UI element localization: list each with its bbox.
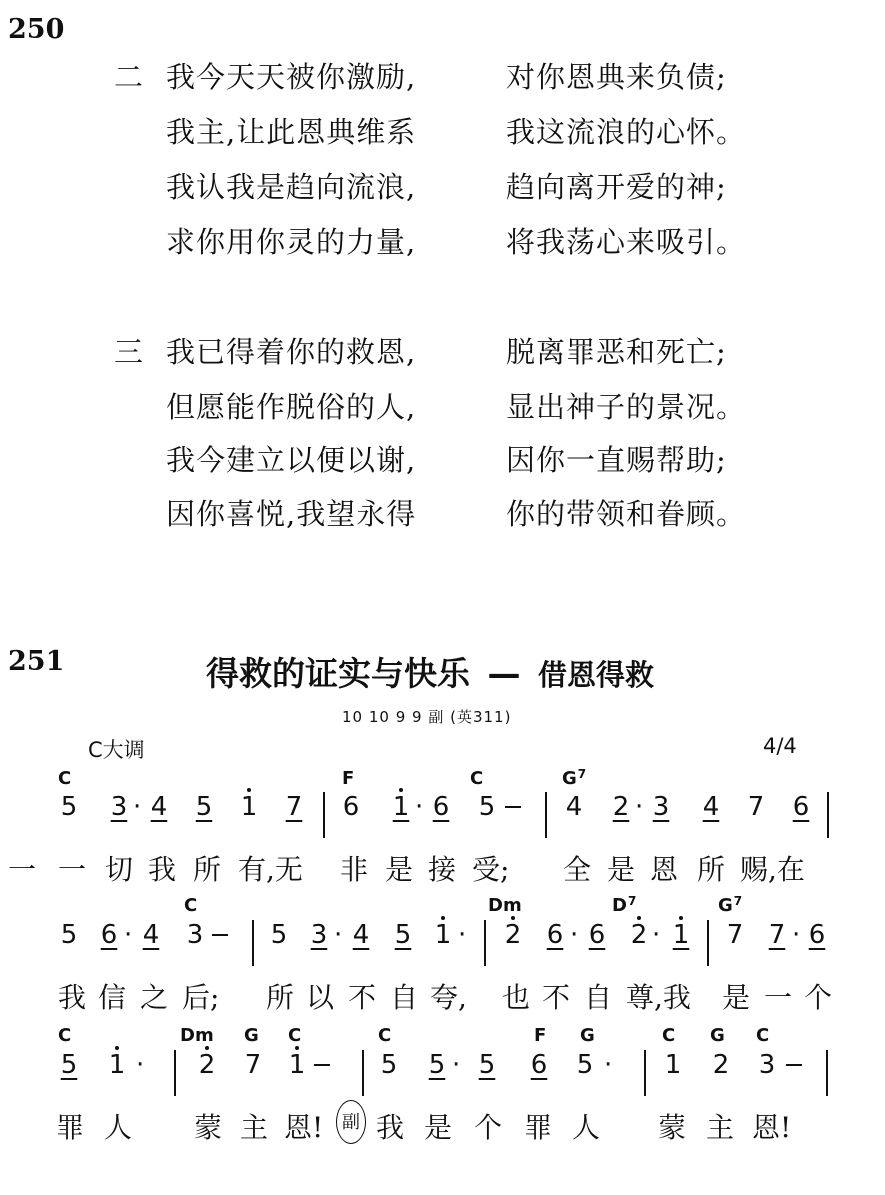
lyric-syllable: 一 (8, 853, 37, 886)
barline (826, 1050, 828, 1096)
lyric-syllable: 恩! (752, 1111, 792, 1144)
lyric-syllable: 蒙 (194, 1111, 223, 1144)
lyric-syllable: 个 (474, 1111, 503, 1144)
note: 7 (244, 1050, 262, 1080)
note: 2 (504, 920, 522, 950)
note: 6 (588, 920, 606, 950)
refrain-mark: 副 (336, 1100, 366, 1144)
augmentation-dot: · (458, 920, 467, 950)
lyric-syllable: 我 (148, 853, 177, 886)
note: 7 (747, 792, 765, 822)
verse-line: 我主,让此恩典维系 (166, 115, 417, 149)
high-octave-dot (679, 916, 683, 920)
note: 1 (664, 1050, 682, 1080)
note: 3 (186, 920, 204, 950)
lyric-syllable: 也 (502, 981, 531, 1014)
lyric-syllable: 自 (390, 981, 419, 1014)
note: 6 (792, 792, 810, 822)
verse-label: 三 (114, 335, 144, 369)
note: 5 (428, 1050, 446, 1080)
sustain-dash (212, 934, 228, 936)
key-signature: C大调 (88, 738, 145, 762)
note: 4 (565, 792, 583, 822)
lyric-syllable: 主 (706, 1111, 735, 1144)
verse-line: 但愿能作脱俗的人, (166, 390, 417, 424)
chord-symbol: G (580, 1025, 595, 1046)
lyric-syllable: 自 (584, 981, 613, 1014)
note: 7 (726, 920, 744, 950)
verse-line: 趋向离开爱的神; (506, 170, 727, 204)
verse-line: 我今天天被你激励, (166, 60, 417, 94)
hymn-title (206, 648, 654, 695)
note: 1 (240, 792, 258, 822)
note: 5 (60, 792, 78, 822)
hymn-number: 251 (8, 646, 65, 677)
note: 5 (380, 1050, 398, 1080)
lyric-syllable: 人 (572, 1111, 601, 1144)
lyric-syllable: 受; (472, 853, 510, 886)
chord-symbol: G (244, 1025, 259, 1046)
lyric-syllable: 所 (266, 981, 295, 1014)
lyric-syllable: 尊,我 (626, 981, 691, 1014)
high-octave-dot (637, 916, 641, 920)
barline (707, 920, 709, 966)
note: 1 (288, 1050, 306, 1080)
note: 6 (342, 792, 360, 822)
lyric-syllable: 罪 (56, 1111, 85, 1144)
lyric-syllable: 全 (563, 853, 592, 886)
barline (644, 1050, 646, 1096)
chord-symbol: F (534, 1025, 547, 1046)
title-subtitle: 借恩得救 (538, 658, 655, 692)
high-octave-dot (115, 1046, 119, 1050)
lyric-syllable: 有,无 (238, 853, 303, 886)
high-octave-dot (247, 788, 251, 792)
note: 3 (310, 920, 328, 950)
augmentation-dot: · (415, 792, 424, 822)
verse-line: 求你用你灵的力量, (166, 225, 417, 259)
chord-symbol: F (342, 768, 355, 789)
note: 1 (434, 920, 452, 950)
chord-symbol: C (378, 1025, 392, 1046)
chord-symbol: Dm (488, 895, 522, 916)
augmentation-dot: · (635, 792, 644, 822)
note: 5 (394, 920, 412, 950)
note: 3 (758, 1050, 776, 1080)
note: 4 (702, 792, 720, 822)
lyric-syllable: 一 (58, 853, 87, 886)
barline (484, 920, 486, 966)
augmentation-dot: · (452, 1050, 461, 1080)
verse-line: 将我荡心来吸引。 (506, 225, 747, 259)
lyric-syllable: 不 (542, 981, 571, 1014)
title-main: 得救的证实与快乐 (206, 654, 470, 693)
note: 5 (478, 792, 496, 822)
augmentation-dot: · (136, 1050, 145, 1080)
verse-label: 二 (114, 60, 144, 94)
chord-symbol: $G_7$ (718, 894, 743, 916)
barline (252, 920, 254, 966)
verse-line: 我已得着你的救恩, (166, 335, 417, 369)
note: 6 (808, 920, 826, 950)
lyric-syllable: 我 (376, 1111, 405, 1144)
high-octave-dot (205, 1046, 209, 1050)
verse-line: 我这流浪的心怀。 (506, 115, 747, 149)
note: 2 (712, 1050, 730, 1080)
lyric-syllable: 切 (105, 853, 134, 886)
augmentation-dot: · (334, 920, 343, 950)
note: 6 (530, 1050, 548, 1080)
high-octave-dot (399, 788, 403, 792)
note: 5 (195, 792, 213, 822)
note: 6 (432, 792, 450, 822)
lyric-syllable: 我 (58, 981, 87, 1014)
hymn-number: 250 (8, 14, 65, 45)
lyric-syllable: 不 (348, 981, 377, 1014)
verse-line: 因你喜悦,我望永得 (166, 497, 417, 531)
lyric-syllable: 是 (424, 1111, 453, 1144)
chord-symbol: $G_7$ (562, 767, 587, 789)
chord-symbol: C (58, 1025, 72, 1046)
note: 2 (198, 1050, 216, 1080)
barline (323, 792, 325, 838)
lyric-syllable: 恩 (650, 853, 679, 886)
lyric-syllable: 接 (428, 853, 457, 886)
lyric-syllable: 赐,在 (740, 853, 805, 886)
note: 3 (110, 792, 128, 822)
augmentation-dot: · (604, 1050, 613, 1080)
verse-line: 脱离罪恶和死亡; (506, 335, 727, 369)
chord-symbol: C (288, 1025, 302, 1046)
lyric-syllable: 人 (104, 1111, 133, 1144)
lyric-syllable: 是 (385, 853, 414, 886)
note: 2 (612, 792, 630, 822)
note: 5 (478, 1050, 496, 1080)
verse-line: 对你恩典来负债; (506, 60, 727, 94)
verse-line: 显出神子的景况。 (506, 390, 747, 424)
note: 3 (652, 792, 670, 822)
augmentation-dot: · (792, 920, 801, 950)
high-octave-dot (511, 916, 515, 920)
note: 6 (546, 920, 564, 950)
barline (362, 1050, 364, 1096)
lyric-syllable: 罪 (524, 1111, 553, 1144)
chord-symbol: C (756, 1025, 770, 1046)
augmentation-dot: · (652, 920, 661, 950)
lyric-syllable: 夸, (430, 981, 467, 1014)
sustain-dash (314, 1064, 330, 1066)
high-octave-dot (441, 916, 445, 920)
note: 1 (672, 920, 690, 950)
augmentation-dot: · (133, 792, 142, 822)
lyric-syllable: 个 (804, 981, 833, 1014)
lyric-syllable: 所 (697, 853, 726, 886)
chord-symbol: C (470, 768, 484, 789)
note: 7 (768, 920, 786, 950)
title-separator: — (487, 654, 521, 693)
high-octave-dot (295, 1046, 299, 1050)
verse-line: 因你一直赐帮助; (506, 443, 727, 477)
lyric-syllable: 后; (182, 981, 220, 1014)
note: 5 (576, 1050, 594, 1080)
chord-symbol: G (710, 1025, 725, 1046)
chord-symbol: Dm (180, 1025, 214, 1046)
barline (827, 792, 829, 838)
verse-line: 我今建立以便以谢, (166, 443, 417, 477)
note: 7 (285, 792, 303, 822)
lyric-syllable: 之 (140, 981, 169, 1014)
sustain-dash (786, 1064, 802, 1066)
verse-line: 你的带领和眷顾。 (506, 497, 747, 531)
lyric-syllable: 是 (607, 853, 636, 886)
note: 6 (100, 920, 118, 950)
meter: 10 10 9 9 副 (英311) (342, 708, 512, 726)
lyric-syllable: 恩! (284, 1111, 324, 1144)
lyric-syllable: 所 (193, 853, 222, 886)
lyric-syllable: 以 (306, 981, 335, 1014)
lyric-syllable: 是 (722, 981, 751, 1014)
chord-symbol: C (662, 1025, 676, 1046)
note: 5 (60, 1050, 78, 1080)
note: 4 (142, 920, 160, 950)
barline (174, 1050, 176, 1096)
time-signature: 4/4 (763, 734, 797, 758)
sustain-dash (505, 806, 521, 808)
lyric-syllable: 蒙 (658, 1111, 687, 1144)
barline (545, 792, 547, 838)
verse-line: 我认我是趋向流浪, (166, 170, 417, 204)
note: 2 (630, 920, 648, 950)
augmentation-dot: · (570, 920, 579, 950)
lyric-syllable: 信 (98, 981, 127, 1014)
chord-symbol: C (184, 895, 198, 916)
note: 1 (108, 1050, 126, 1080)
note: 4 (150, 792, 168, 822)
lyric-syllable: 主 (240, 1111, 269, 1144)
chord-symbol: C (58, 768, 72, 789)
note: 1 (392, 792, 410, 822)
note: 5 (270, 920, 288, 950)
lyric-syllable: 非 (340, 853, 369, 886)
lyric-syllable: 一 (764, 981, 793, 1014)
chord-symbol: $D_7$ (612, 894, 637, 916)
note: 5 (60, 920, 78, 950)
augmentation-dot: · (124, 920, 133, 950)
note: 4 (352, 920, 370, 950)
